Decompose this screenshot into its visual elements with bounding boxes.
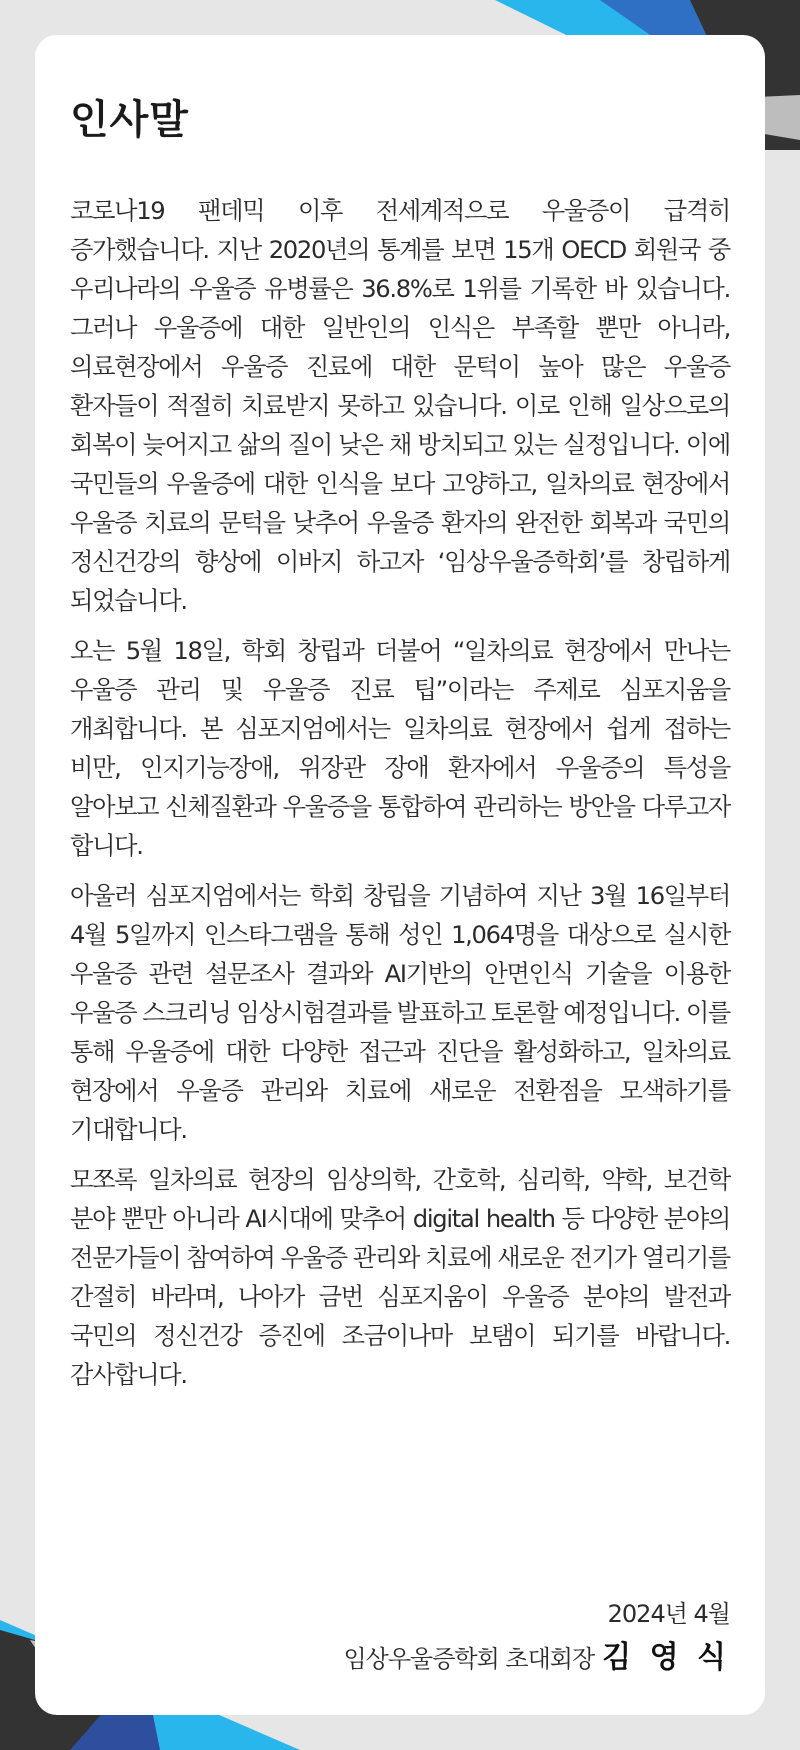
- signature-line: [344, 1636, 731, 1681]
- paragraph-2: 오는 5월 18일, 학회 창립과 더불어 “일차의료 현장에서 만나는 우울증 관리 및 우울증 진료 팁”이라는 주제로 심포지움을 개최합니다. 본 심포지엄에서는 일차의료 현장에서 쉽게 접하는 비만, 인지기능장애, 위장관 장애 환자에서 우울증의 특성을 알아보고 신체질환과 우울증을 통합하여 관리하는 방안을 다루고자 합니다.: [70, 637, 730, 860]
- signature-name: 김 영 식: [602, 1640, 730, 1675]
- paragraph-4: 모쪼록 일차의료 현장의 임상의학, 간호학, 심리학, 약학, 보건학 분야 뿐만 아니라 AI시대에 맞추어 digital health 등 다양한 분야의 전문가들이 참여하여 우울증 관리와 치료에 새로운 전기가 열리기를 간절히 바라며, 나아가 금번 심포지움이 우울증 분야의 발전과 국민의 정신건강 증진에 조금이나마 보탬이 되기를 바랍니다. 감사합니다.: [70, 1166, 730, 1389]
- page-title: 인사말: [70, 97, 189, 143]
- signature-block: [344, 1592, 731, 1681]
- paragraph-1: 코로나19 팬데믹 이후 전세계적으로 우울증이 급격히 증가했습니다. 지난 2020년의 통계를 보면 15개 OECD 회원국 중 우리나라의 우울증 유병률은 36.8%로 1위를 기록한 바 있습니다. 그러나 우울증에 대한 일반인의 인식은 부족할 뿐만 아니라, 의료현장에서 우울증 진료에 대한 문턱이 높아 많은 우울증 환자들이 적절히 치료받지 못하고 있습니다. 이로 인해 일상으로의 회복이 늦어지고 삶의 질이 낮은 채 방치되고 있는 실정입니다. 이에 국민들의 우울증에 대한 인식을 보다 고양하고, 일차의료 현장에서 우울증 치료의 문턱을 낮추어 우울증 환자의 완전한 회복과 국민의 정신건강의 향상에 이바지 하고자 ‘임상우울증학회’를 창립하게 되었습니다.: [70, 197, 730, 615]
- paragraph-3: 아울러 심포지엄에서는 학회 창립을 기념하여 지난 3월 16일부터 4월 5일까지 인스타그램을 통해 성인 1,064명을 대상으로 실시한 우울증 관련 설문조사 결과와 AI기반의 안면인식 기술을 이용한 우울증 스크리닝 임상시험결과를 발표하고 토론할 예정입니다. 이를 통해 우울증에 대한 다양한 접근과 진단을 활성화하고, 일차의료 현장에서 우울증 관리와 치료에 새로운 전환점을 모색하기를 기대합니다.: [70, 882, 730, 1144]
- greeting-body: [70, 192, 730, 1406]
- signature-date: 2024년 4월: [607, 1600, 730, 1628]
- signature-position: 임상우울증학회 초대회장: [343, 1645, 595, 1673]
